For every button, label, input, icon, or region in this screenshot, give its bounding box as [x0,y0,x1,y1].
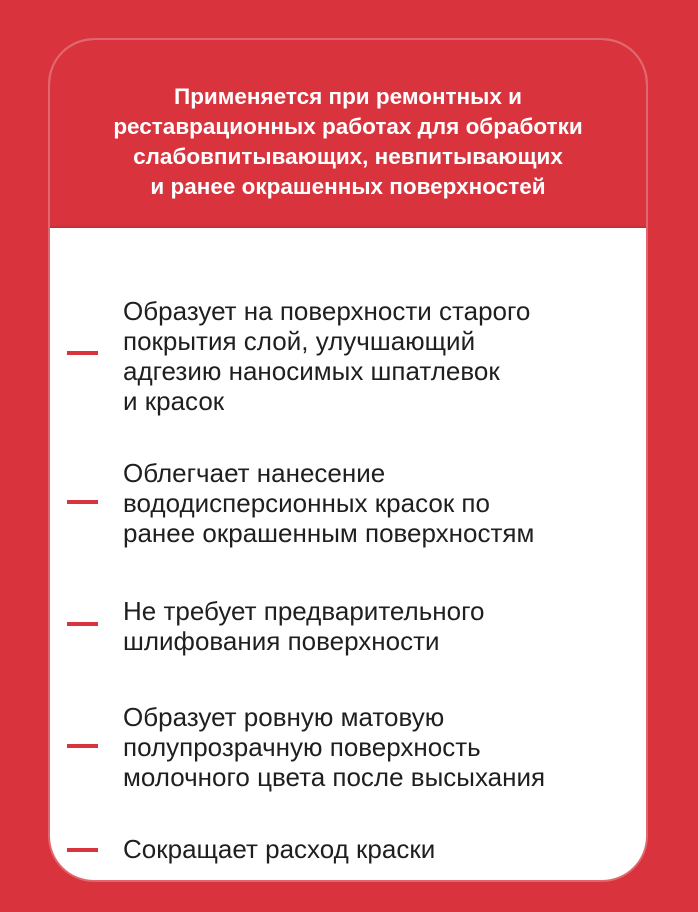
feature-text: Образует на поверхности старого покрытия слой, улучшающий адгезию наносимых шпатлевок и красок [123,296,531,416]
info-card [50,40,646,880]
card-header [50,40,646,228]
dash-icon [67,744,98,748]
feature-text: Облегчает нанесение вододисперсионных красок по ранее окрашенным поверхностям [123,458,535,548]
dash-icon [67,351,98,355]
feature-text: Сокращает расход краски [123,834,436,864]
header-text: Применяется при ремонтных и реставрационных работах для обработки слабовпитывающих, невпитывающих и ранее окрашенных поверхностей [113,84,583,199]
feature-text: Образует ровную матовую полупрозрачную поверхность молочного цвета после высыхания [123,702,546,792]
dash-icon [67,622,98,626]
feature-text: Не требует предварительного шлифования поверхности [123,596,485,656]
dash-icon [67,848,98,852]
dash-icon [67,500,98,504]
